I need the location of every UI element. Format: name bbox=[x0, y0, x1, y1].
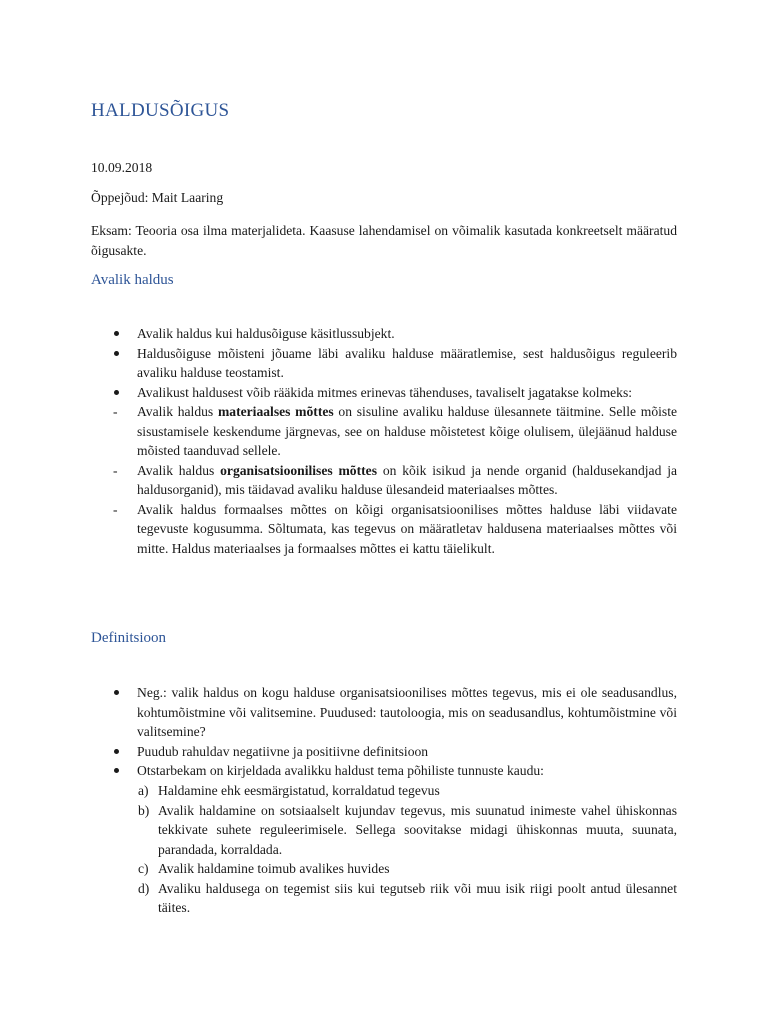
list-item bbox=[91, 324, 677, 344]
sublist-marker: b) bbox=[138, 802, 150, 818]
list-item-text: Haldusõiguse mõisteni jõuame läbi avaliku halduse määratlemise, sest haldusõigus reguleerib avaliku halduse teostamist. bbox=[137, 345, 677, 380]
list-item-text: Puudub rahuldav negatiivne ja positiivne definitsioon bbox=[137, 743, 429, 759]
section-heading-definitsioon: Definitsioon bbox=[91, 630, 166, 646]
document-title: HALDUSÕIGUS bbox=[91, 100, 230, 121]
list-item bbox=[91, 461, 677, 500]
list-item-text: Neg.: valik haldus on kogu halduse organisatsioonilises mõttes tegevus, mis ei ole seadusandlus, kohtumõistmine või valitsemine. Puudused: tautoloogia, mis on seadusandlus, kohtumõistmine või valitsemine? bbox=[137, 685, 677, 739]
list-item bbox=[91, 383, 677, 403]
dash-marker: - bbox=[113, 501, 118, 517]
list-item-emphasis: organisatsioonilises mõttes bbox=[220, 462, 377, 478]
date-text: 10.09.2018 bbox=[91, 160, 153, 175]
sublist-item bbox=[91, 879, 677, 918]
list-item-text: Avalik haldus formaalses mõttes on kõigi organisatsioonilises mõttes halduse läbi viidavate tegevuste kogusumma. Sõltumata, kas tegevus on määratletav haldusena materiaalses mõttes või mitte. Haldus materiaalses ja formaalses mõttes ei kattu täielikult. bbox=[137, 501, 677, 556]
list-item bbox=[91, 500, 677, 559]
list-item-text-pre: Avalik haldus bbox=[137, 404, 218, 419]
list-item bbox=[91, 344, 677, 383]
list-item-text: Avalikust haldusest võib rääkida mitmes erinevas tähenduses, tavaliselt jagatakse kolmeks: bbox=[137, 384, 633, 400]
sublist-item bbox=[91, 859, 677, 879]
lecturer-text: Õppejõud: Mait Laaring bbox=[91, 190, 224, 205]
section1-list bbox=[91, 324, 677, 558]
sublist-marker: c) bbox=[138, 861, 149, 876]
sublist-item-text: Avalik haldamine on sotsiaalselt kujundav tegevus, mis suunatud inimeste vahel ühiskonnas tekkivate suhete reguleerimisele. Sellega soovitakse midagi ühiskonnas muuta, suunata, parandada, korraldada. bbox=[158, 802, 677, 857]
sublist-marker: a) bbox=[138, 783, 149, 798]
sublist-item-text: Avalik haldamine toimub avalikes huvides bbox=[158, 861, 390, 876]
list-item bbox=[91, 761, 677, 781]
list-item-text: Otstarbekam on kirjeldada avalikku haldust tema põhiliste tunnuste kaudu: bbox=[137, 763, 544, 778]
list-item-emphasis: materiaalses mõttes bbox=[217, 404, 334, 419]
list-item bbox=[91, 742, 677, 762]
sublist-item bbox=[91, 801, 677, 860]
sublist-item-text: Avaliku haldusega on tegemist siis kui tegutseb riik või muu isik riigi poolt antud ülesannet täites. bbox=[158, 880, 677, 915]
dash-marker: - bbox=[113, 462, 118, 478]
list-item-text: Avalik haldus kui haldusõiguse käsitlussubjekt. bbox=[137, 326, 395, 341]
dash-marker: - bbox=[113, 404, 118, 419]
list-item-text-post: on sisuline avaliku halduse ülesannete täitmine. Selle mõiste sisustamisele keskendume järgnevas, see on halduse mõistetest kõige olulisem, ülejäänud halduse mõisted taanduvad sellele. bbox=[137, 404, 677, 458]
sublist-item-text: Haldamine ehk eesmärgistatud, korraldatud tegevus bbox=[158, 783, 440, 798]
list-item-text-post: on kõik isikud ja nende organid (haldusekandjad ja haldusorganid), mis täidavad avaliku halduse ülesandeid materiaalses mõttes. bbox=[137, 462, 678, 497]
exam-text: Eksam: Teooria osa ilma materjalideta. Kaasuse lahendamisel on võimalik kasutada konkreetselt määratud õigusakte. bbox=[91, 223, 677, 258]
sublist-item bbox=[91, 781, 677, 801]
list-item-text-pre: Avalik haldus bbox=[137, 462, 221, 478]
list-item bbox=[91, 683, 677, 742]
sublist-marker: d) bbox=[138, 880, 150, 896]
section2-list bbox=[91, 683, 677, 781]
section-heading-avalik-haldus: Avalik haldus bbox=[91, 272, 174, 288]
list-item bbox=[91, 402, 677, 461]
section2-sublist bbox=[91, 781, 677, 918]
